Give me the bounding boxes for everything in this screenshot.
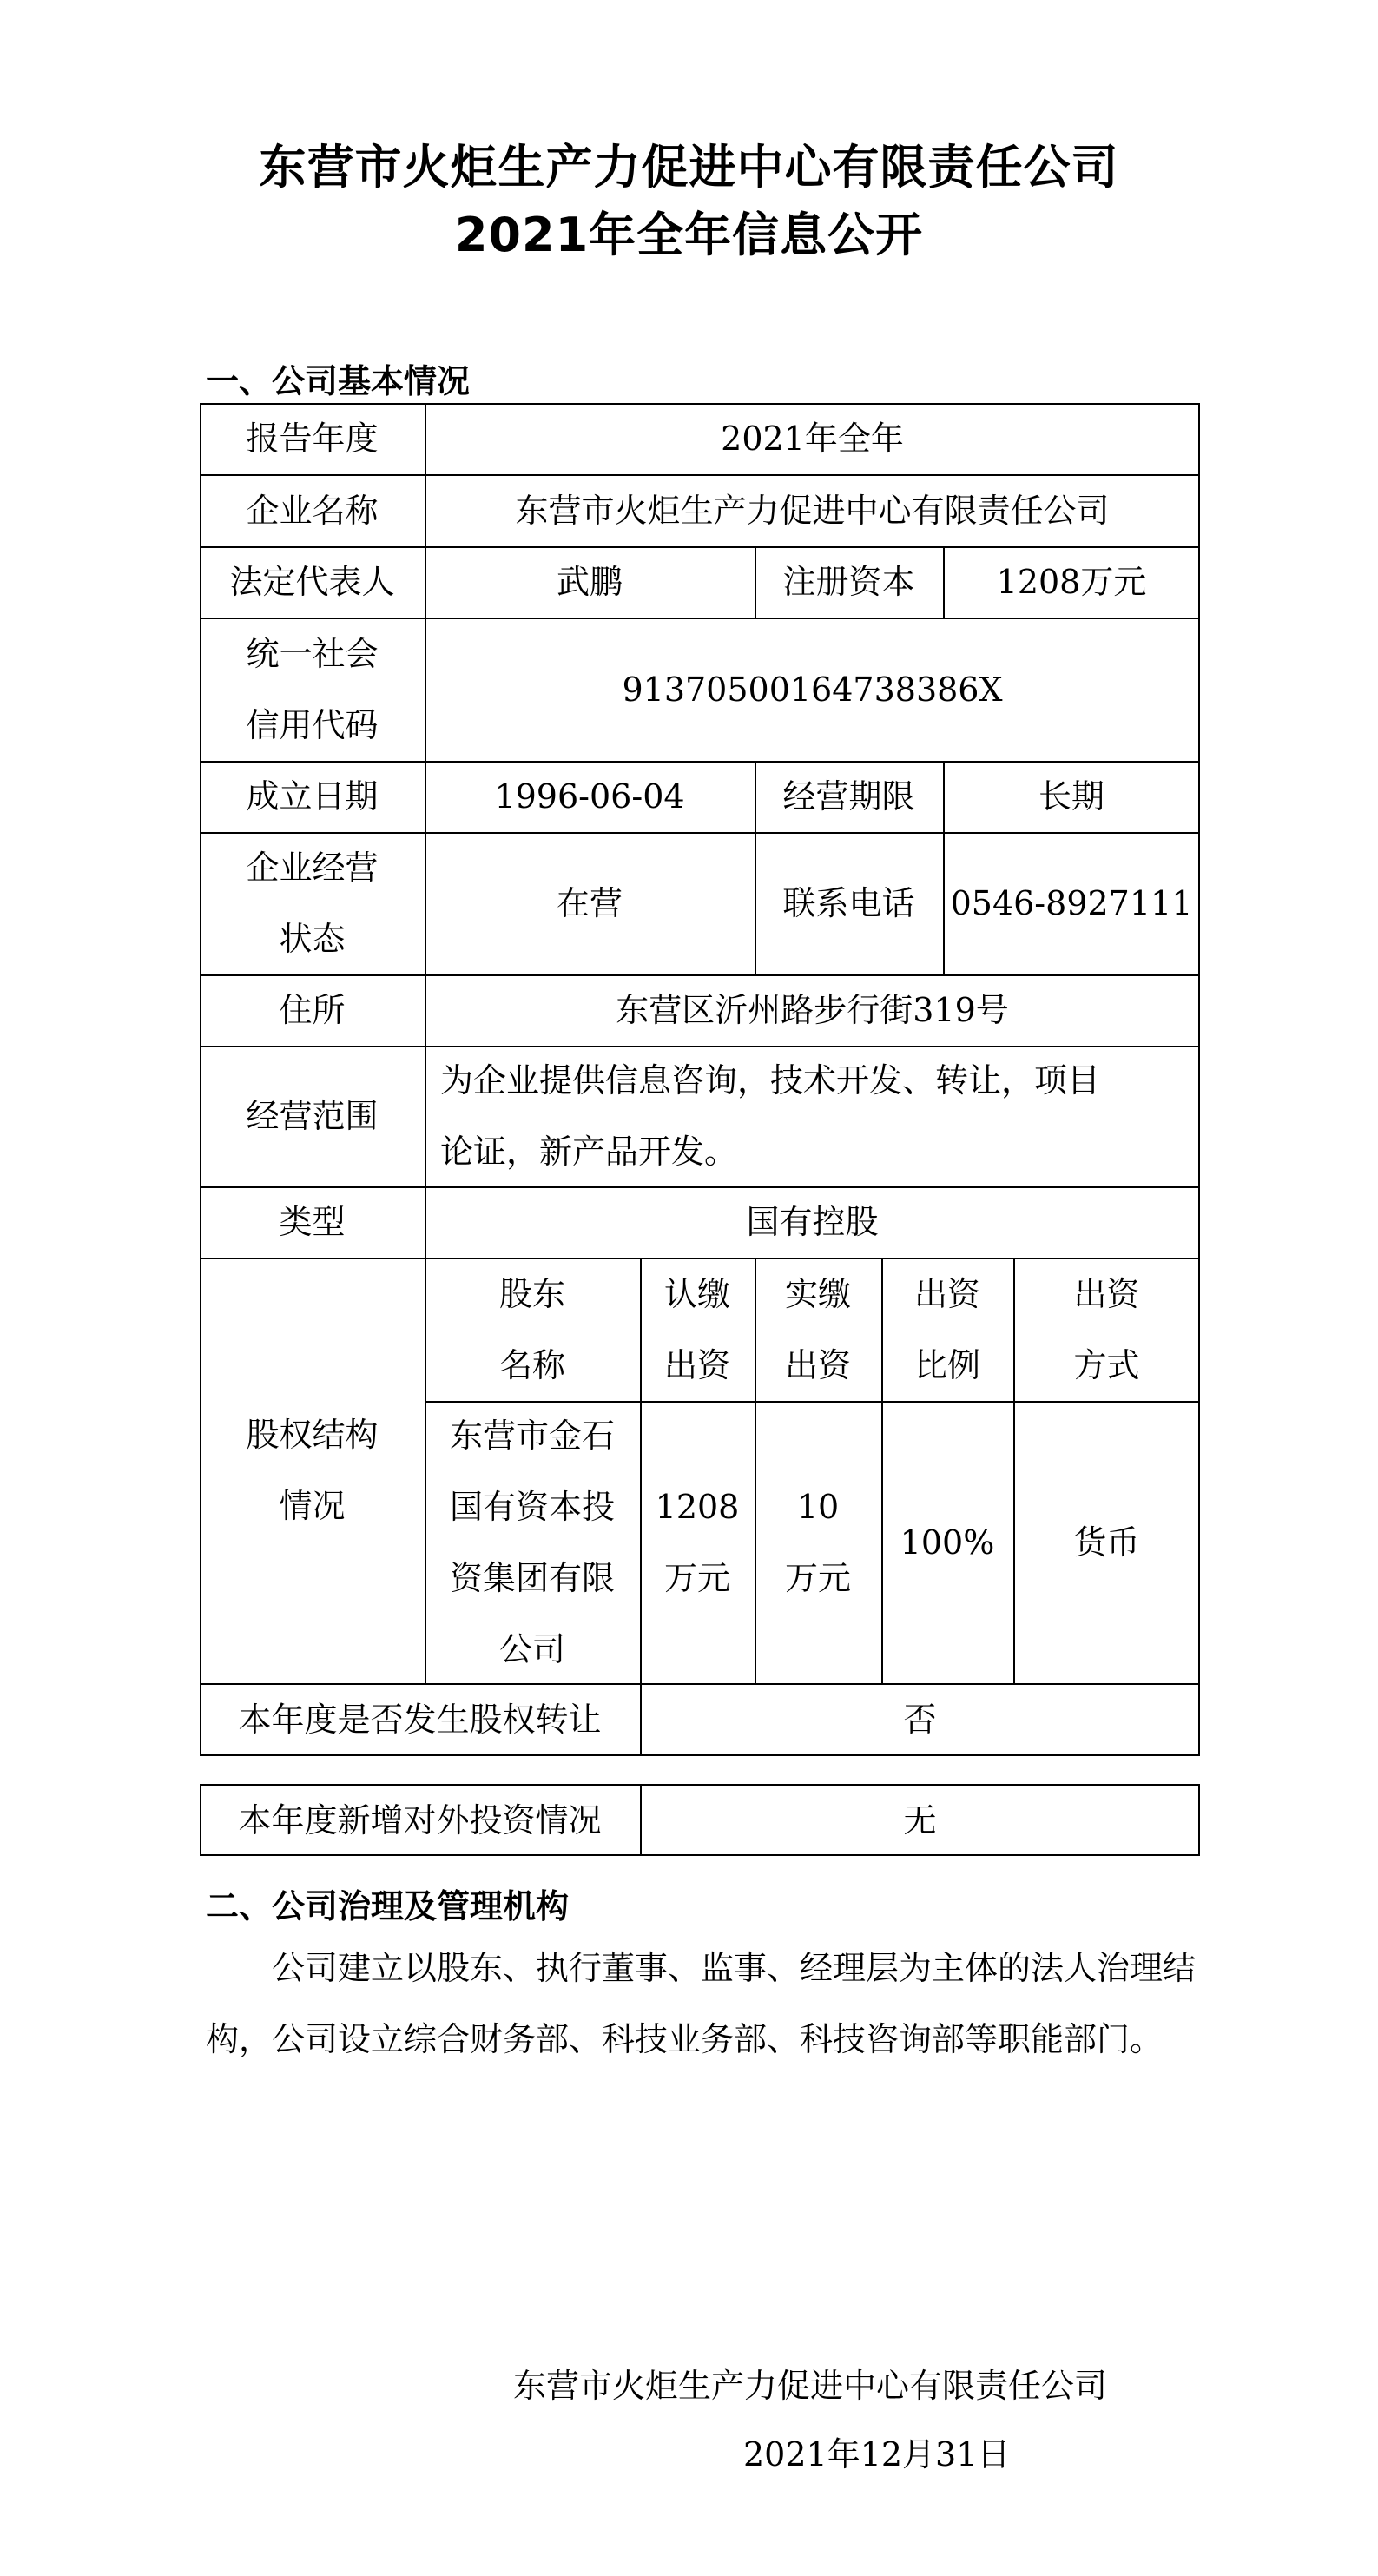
header-line: 认缴 bbox=[663, 1274, 730, 1313]
section-2-paragraph: 公司建立以股东、执行董事、监事、经理层为主体的法人治理结构，公司设立综合财务部、科技业务部、科技咨询部等职能部门。 bbox=[206, 1949, 1197, 2058]
credit-code-label-line-1: 统一社会 bbox=[246, 634, 379, 673]
equity-header-subscribed bbox=[640, 1258, 755, 1401]
name-line: 公司 bbox=[498, 1629, 565, 1668]
credit-code-value: 91370500164738386X bbox=[622, 670, 1003, 709]
equity-label-line-1: 股权结构 bbox=[246, 1416, 379, 1454]
header-line: 比例 bbox=[913, 1345, 980, 1384]
document-title-line-2: 2021年全年信息公开 bbox=[454, 208, 924, 262]
investment-value: 无 bbox=[903, 1800, 937, 1840]
equity-method-value: 货币 bbox=[1073, 1522, 1140, 1562]
address-label: 住所 bbox=[279, 991, 346, 1029]
header-line: 股东 bbox=[498, 1274, 565, 1313]
name-line: 东营市金石 bbox=[449, 1416, 615, 1455]
header-line: 方式 bbox=[1073, 1345, 1140, 1384]
signature-company: 东营市火炬生产力促进中心有限责任公司 bbox=[513, 2367, 1108, 2405]
status-label-line-2: 状态 bbox=[279, 920, 346, 958]
company-name-value: 东营市火炬生产力促进中心有限责任公司 bbox=[515, 491, 1110, 530]
section-1-heading: 一、公司基本情况 bbox=[206, 362, 471, 400]
equity-paid-value bbox=[755, 1401, 881, 1683]
scope-value-line-2: 论证，新产品开发。 bbox=[440, 1133, 738, 1171]
value-line: 万元 bbox=[784, 1558, 851, 1597]
equity-header-shareholder bbox=[425, 1258, 640, 1401]
company-name-label: 企业名称 bbox=[246, 491, 379, 530]
address-value: 东营区沂州路步行街319号 bbox=[616, 991, 1009, 1029]
reg-capital-label: 注册资本 bbox=[782, 563, 915, 601]
name-line: 国有资本投 bbox=[449, 1487, 615, 1526]
signature-date: 2021年12月31日 bbox=[743, 2435, 1011, 2474]
header-line: 出资 bbox=[913, 1274, 980, 1313]
credit-code-label bbox=[200, 618, 425, 761]
credit-code-label-line-2: 信用代码 bbox=[246, 705, 379, 744]
legal-rep-label: 法定代表人 bbox=[229, 563, 395, 601]
value-line: 1208 bbox=[655, 1487, 740, 1526]
term-value: 长期 bbox=[1038, 777, 1104, 816]
report-year-value: 2021年全年 bbox=[721, 419, 904, 458]
header-line: 出资 bbox=[1073, 1274, 1140, 1313]
reg-capital-value: 1208万元 bbox=[996, 563, 1147, 601]
phone-label: 联系电话 bbox=[782, 884, 915, 922]
equity-header-ratio bbox=[881, 1258, 1013, 1401]
type-value: 国有控股 bbox=[746, 1203, 879, 1241]
scope-value bbox=[425, 1046, 1200, 1186]
equity-header-paid bbox=[755, 1258, 881, 1401]
term-label: 经营期限 bbox=[782, 777, 915, 816]
equity-ratio-value: 100% bbox=[900, 1522, 995, 1562]
investment-label: 本年度新增对外投资情况 bbox=[238, 1800, 602, 1840]
report-year-label: 报告年度 bbox=[246, 419, 379, 458]
founded-label: 成立日期 bbox=[246, 777, 379, 816]
equity-structure-label bbox=[200, 1258, 425, 1683]
header-line: 实缴 bbox=[784, 1274, 851, 1313]
equity-shareholder-name bbox=[425, 1401, 640, 1683]
header-line: 名称 bbox=[498, 1345, 565, 1384]
scope-value-line-1: 为企业提供信息咨询，技术开发、转让，项目 bbox=[440, 1061, 1101, 1100]
equity-header-method bbox=[1013, 1258, 1200, 1401]
equity-transfer-value: 否 bbox=[903, 1701, 937, 1739]
value-line: 10 bbox=[796, 1487, 840, 1526]
status-value: 在营 bbox=[556, 884, 623, 922]
status-label-line-1: 企业经营 bbox=[246, 849, 379, 887]
status-label bbox=[200, 832, 425, 974]
name-line: 资集团有限 bbox=[449, 1558, 615, 1597]
legal-rep-value: 武鹏 bbox=[556, 563, 623, 601]
phone-value: 0546-8927111 bbox=[950, 884, 1193, 922]
equity-subscribed-value bbox=[640, 1401, 755, 1683]
header-line: 出资 bbox=[784, 1345, 851, 1384]
header-line: 出资 bbox=[663, 1345, 730, 1384]
equity-label-line-2: 情况 bbox=[279, 1487, 346, 1525]
value-line: 万元 bbox=[663, 1558, 730, 1597]
type-label: 类型 bbox=[279, 1203, 346, 1241]
section-2-heading: 二、公司治理及管理机构 bbox=[206, 1887, 570, 1925]
document-title-line-1: 东营市火炬生产力促进中心有限责任公司 bbox=[259, 140, 1119, 195]
founded-value: 1996-06-04 bbox=[494, 777, 685, 816]
equity-transfer-label: 本年度是否发生股权转让 bbox=[238, 1701, 602, 1739]
scope-label: 经营范围 bbox=[246, 1097, 379, 1135]
